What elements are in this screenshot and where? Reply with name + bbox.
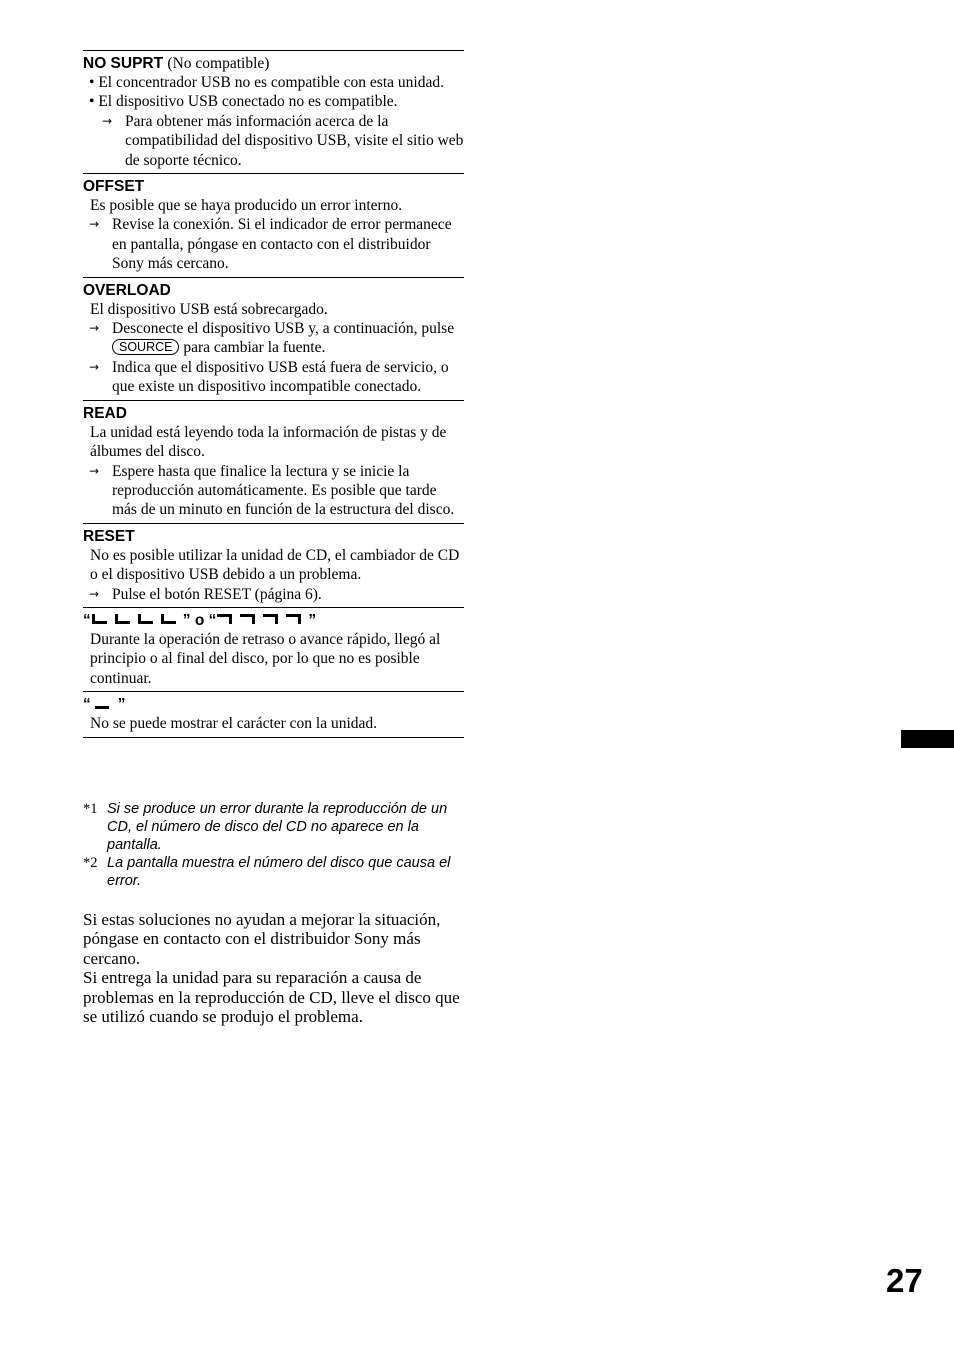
section-subtitle: (No compatible)	[167, 55, 270, 72]
bullet-item: • El dispositivo USB conectado no es compatible.	[89, 93, 398, 111]
footnotes	[83, 800, 464, 890]
section-title: NO SUPRT	[83, 55, 164, 72]
section-underscore	[83, 691, 464, 737]
arrow-icon: →	[89, 463, 100, 478]
closing-paragraph: Si entrega la unidad para su reparación a causa de problemas en la reproducción de CD, lleve el disco que se utilizó cuando se produjo el problema.	[83, 968, 460, 1027]
segment-r-glyph-icon	[262, 613, 280, 625]
arrow-icon: →	[89, 586, 100, 601]
section-title: “ ” o “ ”	[83, 611, 317, 629]
or-word: o	[194, 611, 205, 629]
segment-r-glyph-icon	[239, 613, 257, 625]
segment-l-glyph-icon	[160, 613, 178, 625]
segment-l-glyph-icon	[114, 613, 132, 625]
remedy-item: → Pulse el botón RESET (página 6).	[89, 585, 322, 603]
remedy-item: → Para obtener más información acerca de la compatibilidad del dispositivo USB, visite el sitio web de soporte técnico.	[102, 112, 464, 169]
footnote: *2 La pantalla muestra el número del disco que causa el error.	[83, 855, 451, 889]
section-title: “ ”	[83, 696, 126, 714]
error-message-list	[83, 50, 464, 738]
section-read	[83, 400, 464, 523]
footnote: *1 Si se produce un error durante la reproducción de un CD, el número de disco del CD no aparece en la pantalla.	[83, 801, 448, 853]
remedy-item: → Revise la conexión. Si el indicador de error permanece en pantalla, póngase en contacto con el distribuidor Sony más cercano.	[89, 216, 452, 273]
source-button-label: SOURCE	[112, 339, 179, 355]
section-title: READ	[83, 404, 127, 422]
segment-underscore-glyph-icon	[91, 697, 113, 709]
section-description: No es posible utilizar la unidad de CD, el cambiador de CD o el dispositivo USB debido a un problema.	[90, 546, 460, 584]
footnote-mark: *1	[83, 801, 98, 817]
segment-l-glyph-icon	[137, 613, 155, 625]
section-title: RESET	[83, 527, 135, 545]
section-disc-limits	[83, 607, 464, 691]
arrow-icon: →	[102, 113, 113, 128]
closing-paragraphs	[83, 910, 464, 1026]
section-description: Es posible que se haya producido un error interno.	[90, 197, 403, 215]
section-description: La unidad está leyendo toda la información de pistas y de álbumes del disco.	[90, 423, 447, 461]
page-number: 27	[886, 1262, 923, 1299]
section-reset	[83, 523, 464, 607]
remedy-item: → Indica que el dispositivo USB está fuera de servicio, o que existe un dispositivo incompatible conectado.	[89, 358, 449, 396]
footnote-mark: *2	[83, 855, 98, 871]
segment-l-glyph-icon	[91, 613, 109, 625]
section-description: Durante la operación de retraso o avance rápido, llegó al principio o al final del disco, por lo que no es posible continuar.	[90, 630, 441, 687]
section-title: OVERLOAD	[83, 281, 171, 299]
arrow-icon: →	[89, 321, 100, 336]
section-description: No se puede mostrar el carácter con la unidad.	[90, 715, 378, 733]
segment-r-glyph-icon	[285, 613, 303, 625]
section-overload	[83, 277, 464, 400]
section-offset	[83, 173, 464, 277]
remedy-item: → Espere hasta que finalice la lectura y se inicie la reproducción automáticamente. Es posible que tarde más de un minuto en función de la estructura del disco.	[89, 462, 455, 519]
section-title: OFFSET	[83, 178, 145, 196]
section-tab-marker	[901, 730, 954, 748]
bullet-item: • El concentrador USB no es compatible con esta unidad.	[89, 74, 444, 91]
remedy-item: → Desconecte el dispositivo USB y, a continuación, pulse SOURCE para cambiar la fuente.	[89, 320, 455, 357]
section-no-suprt	[83, 50, 464, 173]
section-description: El dispositivo USB está sobrecargado.	[90, 300, 328, 318]
arrow-icon: →	[89, 359, 100, 374]
segment-r-glyph-icon	[216, 613, 234, 625]
closing-paragraph: Si estas soluciones no ayudan a mejorar la situación, póngase en contacto con el distribuidor Sony más cercano.	[83, 910, 441, 968]
arrow-icon: →	[89, 217, 100, 232]
